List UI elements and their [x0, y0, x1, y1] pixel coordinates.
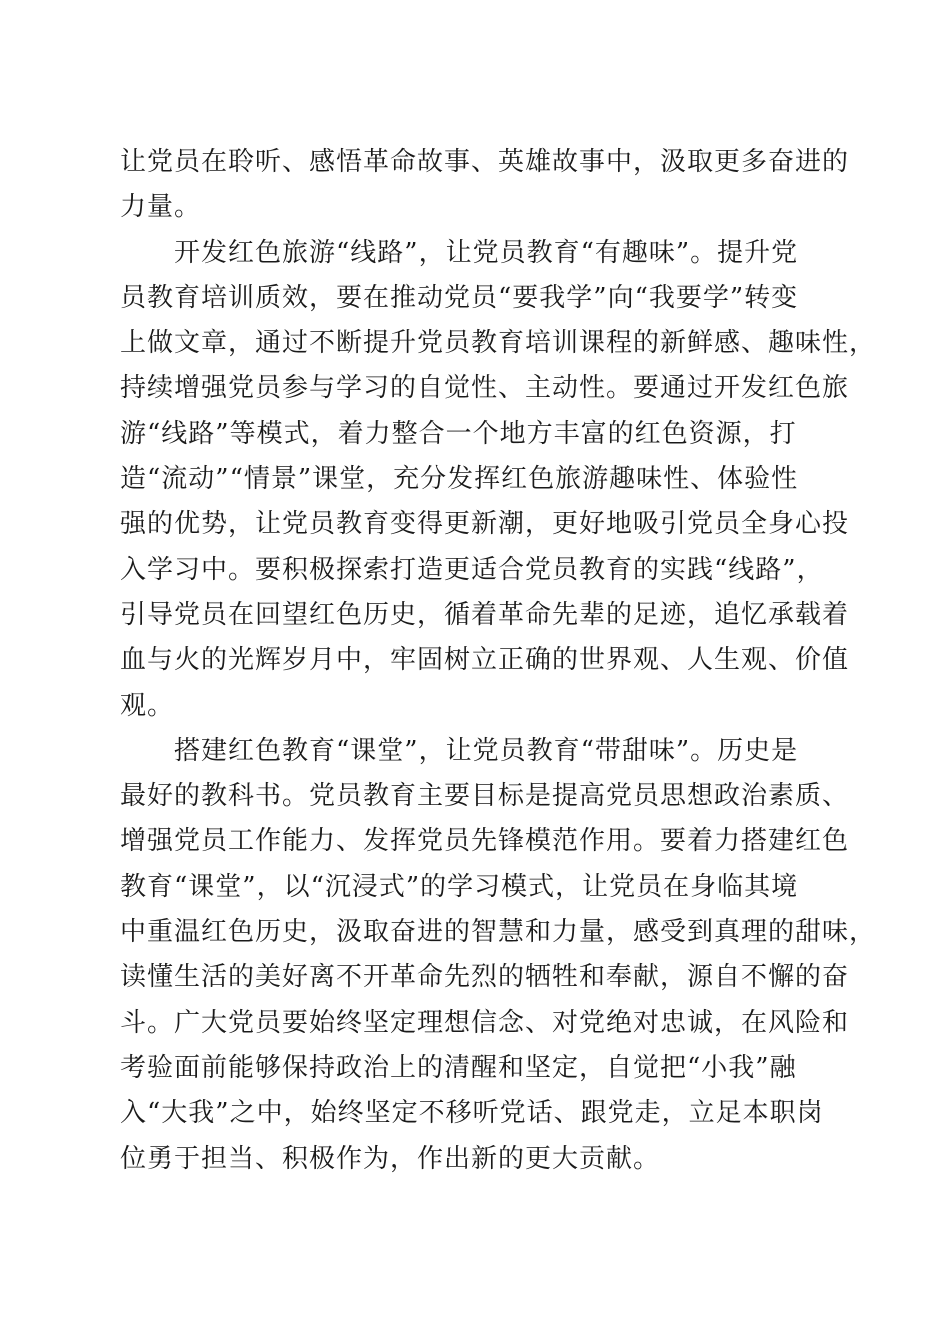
text-line: 强的优势，让党员教育变得更新潮，更好地吸引党员全身心投 [120, 509, 850, 540]
text-line: 位勇于担当、积极作为，作出新的更大贡献。 [120, 1143, 661, 1174]
text-line: 游“线路”等模式，着力整合一个地方丰富的红色资源，打 [120, 418, 797, 449]
text-line: 最好的教科书。党员教育主要目标是提高党员思想政治素质、 [120, 781, 850, 812]
text-line: 教育“课堂”，以“沉浸式”的学习模式，让党员在身临其境 [120, 871, 799, 902]
text-line: 观。 [120, 690, 175, 721]
body-text [120, 140, 877, 1182]
text-line: 上做文章，通过不断提升党员教育培训课程的新鲜感、趣味性， [120, 328, 877, 359]
text-line: 引导党员在回望红色历史，循着革命先辈的足迹，追忆承载着 [120, 599, 850, 630]
text-line: 持续增强党员参与学习的自觉性、主动性。要通过开发红色旅 [120, 373, 850, 404]
text-line: 入学习中。要积极探索打造更适合党员教育的实践“线路”， [120, 554, 824, 585]
paragraph-start-line: 搭建红色教育“课堂”，让党员教育“带甜味”。历史是 [174, 735, 799, 766]
text-line: 造“流动”“情景”课堂，充分发挥红色旅游趣味性、体验性 [120, 464, 799, 495]
text-line: 力量。 [120, 192, 202, 223]
text-line: 让党员在聆听、感悟革命故事、英雄故事中，汲取更多奋进的 [120, 147, 850, 177]
text-line: 考验面前能够保持政治上的清醒和坚定，自觉把“小我”融 [120, 1052, 797, 1083]
text-line: 中重温红色历史，汲取奋进的智慧和力量，感受到真理的甜味， [120, 917, 877, 948]
text-line: 读懂生活的美好离不开革命先烈的牺牲和奉献，源自不懈的奋 [120, 962, 850, 993]
text-line: 入“大我”之中，始终坚定不移听党话、跟党走，立足本职岗 [120, 1098, 824, 1129]
text-line: 增强党员工作能力、发挥党员先锋模范作用。要着力搭建红色 [120, 826, 850, 857]
text-line: 斗。广大党员要始终坚定理想信念、对党绝对忠诚，在风险和 [120, 1007, 850, 1038]
paragraph-start-line: 开发红色旅游“线路”，让党员教育“有趣味”。提升党 [174, 237, 799, 268]
text-line: 血与火的光辉岁月中，牢固树立正确的世界观、人生观、价值 [120, 645, 850, 676]
text-line: 员教育培训质效，要在推动党员“要我学”向“我要学”转变 [120, 282, 799, 313]
